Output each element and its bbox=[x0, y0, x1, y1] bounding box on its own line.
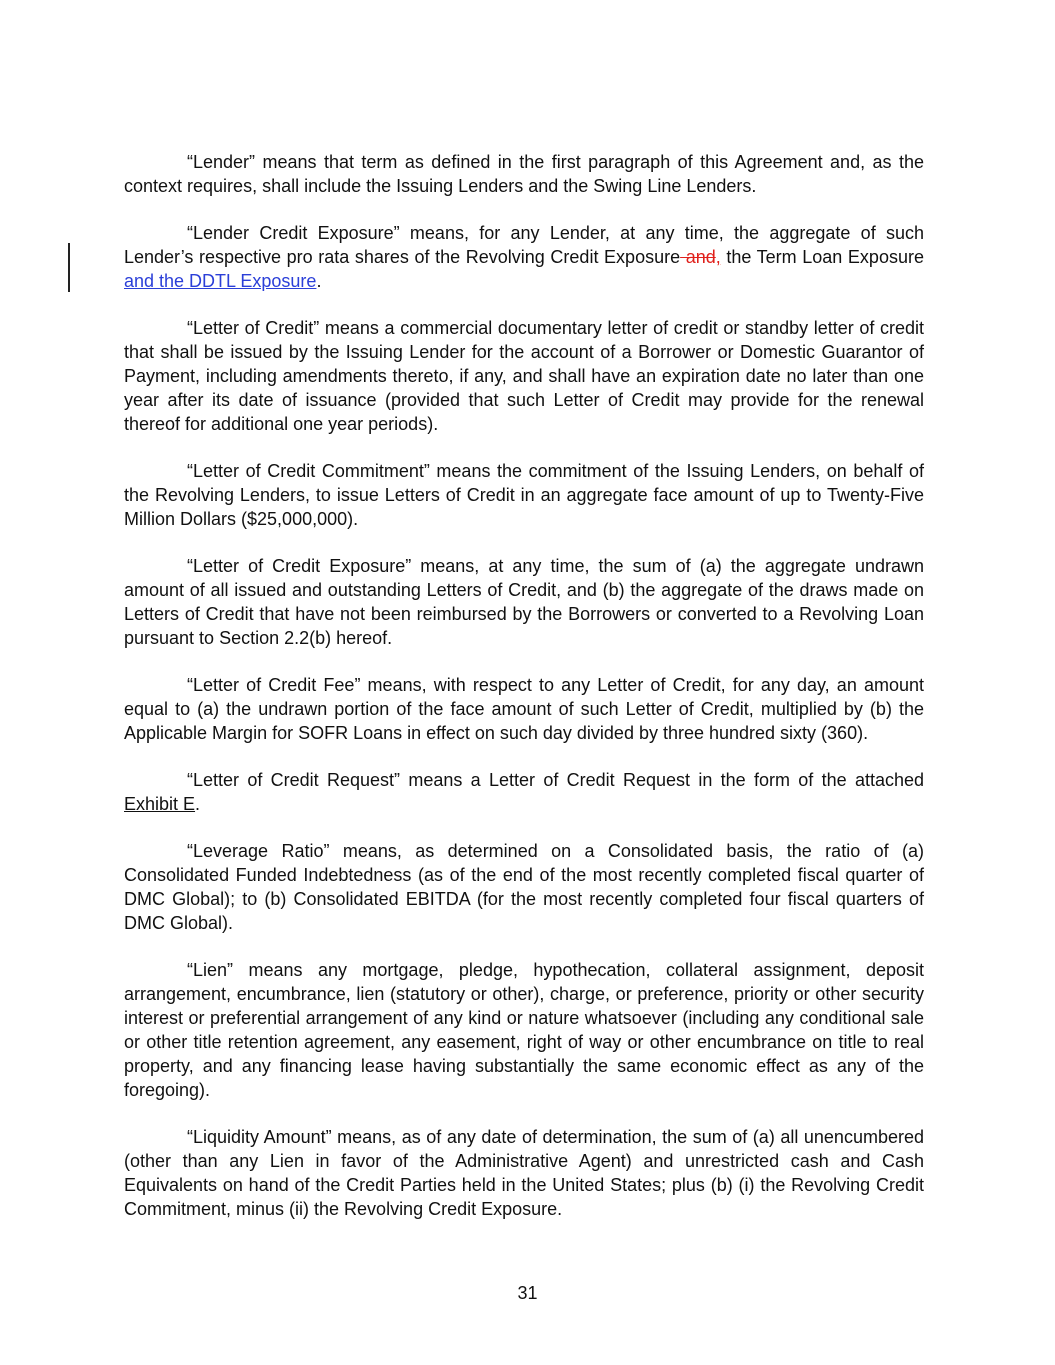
page-number: 31 bbox=[517, 1283, 538, 1303]
definition-letter-of-credit-request bbox=[124, 768, 924, 816]
definition-lender-credit-exposure bbox=[124, 221, 924, 293]
tracked-insertion: and the DDTL Exposure bbox=[124, 271, 317, 291]
definition-text: “Lender Credit Exposure” means, for any Lender, at any time, the aggregate of such Lender’s respective pro rata shares of the Revolving Credit Exposure bbox=[124, 223, 924, 267]
definition-lien: “Lien” means any mortgage, pledge, hypothecation, collateral assignment, deposit arrangement, encumbrance, lien (statutory or other), charge, or preference, priority or other security interest or preferential arrangement of any kind or nature whatsoever (including any conditional sale or other title retention agreement, any easement, right of way or other encumbrance on title to real property, and any financing lease having substantially the same economic effect as any of the foregoing). bbox=[124, 960, 924, 1100]
definition-text: the Term Loan Exposure bbox=[720, 247, 924, 267]
exhibit-reference: Exhibit E bbox=[124, 794, 196, 814]
definition-text: . bbox=[195, 794, 201, 814]
definition-text: “Letter of Credit Request” means a Letter of Credit Request in the form of the attached bbox=[187, 770, 924, 790]
definition-text: . bbox=[316, 271, 322, 291]
tracked-insertion-comma: , bbox=[715, 247, 721, 267]
definition-letter-of-credit-fee: “Letter of Credit Fee” means, with respect to any Letter of Credit, for any day, an amount equal to (a) the undrawn portion of the face amount of such Letter of Credit, multiplied by (b) the Applicable Margin for SOFR Loans in effect on such day divided by three hundred sixty (360). bbox=[124, 675, 924, 743]
tracked-deletion: and bbox=[680, 247, 716, 267]
document-body bbox=[124, 150, 924, 1244]
definition-letter-of-credit: “Letter of Credit” means a commercial documentary letter of credit or standby letter of credit that shall be issued by the Issuing Lender for the account of a Borrower or Domestic Guarantor of Payment, including amendments thereto, if any, and shall have an expiration date no later than one year after its date of issuance (provided that such Letter of Credit may provide for the renewal thereof for additional one year periods). bbox=[124, 318, 924, 434]
definition-lender: “Lender” means that term as defined in the first paragraph of this Agreement and, as the context requires, shall include the Issuing Lenders and the Swing Line Lenders. bbox=[124, 152, 924, 196]
definition-letter-of-credit-commitment: “Letter of Credit Commitment” means the commitment of the Issuing Lenders, on behalf of the Revolving Lenders, to issue Letters of Credit in an aggregate face amount of up to Twenty-Five Million Dollars ($25,000,000). bbox=[124, 461, 924, 529]
definition-liquidity-amount: “Liquidity Amount” means, as of any date of determination, the sum of (a) all unencumbered (other than any Lien in favor of the Administrative Agent) and unrestricted cash and Cash Equivalents on hand of the Credit Parties held in the United States; plus (b) (i) the Revolving Credit Commitment, minus (ii) the Revolving Credit Exposure. bbox=[124, 1127, 924, 1219]
revision-change-bar bbox=[68, 243, 70, 292]
definition-letter-of-credit-exposure: “Letter of Credit Exposure” means, at any time, the sum of (a) the aggregate undrawn amount of all issued and outstanding Letters of Credit, and (b) the aggregate of the draws made on Letters of Credit that have not been reimbursed by the Borrowers or converted to a Revolving Loan pursuant to Section 2.2(b) hereof. bbox=[124, 556, 924, 648]
definition-leverage-ratio: “Leverage Ratio” means, as determined on a Consolidated basis, the ratio of (a) Consolidated Funded Indebtedness (as of the end of the most recently completed fiscal quarter of DMC Global); to (b) Consolidated EBITDA (for the most recently completed four fiscal quarters of DMC Global). bbox=[124, 841, 924, 933]
